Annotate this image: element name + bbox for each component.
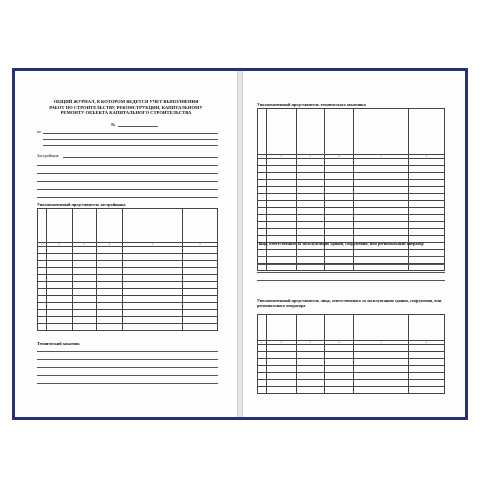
left-page — [15, 71, 237, 417]
col-number: 2 — [266, 341, 296, 345]
col-number: 1 — [258, 341, 267, 345]
authorized-operator-label: Уполномоченный представитель лица, ответственного за эксплуатацию здания, сооружения, или регионального оператора — [257, 298, 442, 308]
operator-rep-table — [257, 314, 445, 394]
col-number: 5 — [354, 341, 409, 345]
col-number: 6 — [409, 155, 445, 159]
col-number: 3 — [296, 341, 324, 345]
operator-label: Лицо, ответственное за эксплуатацию здания, сооружения, или региональный оператор — [257, 241, 424, 246]
col-number: 1 — [258, 155, 267, 159]
tech-rep-label: Уполномоченный представитель технического заказчика — [257, 102, 366, 107]
col-number: 3 — [296, 155, 324, 159]
col-number: 5 — [122, 243, 183, 247]
object-label: по — [37, 129, 42, 134]
col-number: 6 — [409, 341, 445, 345]
tech-rep-table — [257, 108, 445, 271]
right-page — [243, 71, 465, 417]
col-number: 3 — [72, 243, 96, 247]
col-number: 1 — [38, 243, 47, 247]
col-number: 4 — [324, 155, 354, 159]
col-number: 2 — [266, 155, 296, 159]
authorized-rep-table — [37, 208, 218, 331]
col-number: 2 — [46, 243, 72, 247]
col-number: 5 — [354, 155, 409, 159]
technical-customer-label: Технический заказчик — [37, 341, 80, 346]
col-number: 6 — [183, 243, 218, 247]
authorized-rep-label: Уполномоченный представитель застройщика — [37, 202, 126, 207]
col-number: 4 — [96, 243, 122, 247]
journal-number-label: № — [111, 122, 116, 127]
journal-title: ОБЩИЙ ЖУРНАЛ, В КОТОРОМ ВЕДЕТСЯ УЧЕТ ВЫПОЛНЕНИЯ РАБОТ ПО СТРОИТЕЛЬСТВУ, РЕКОНСТРУКЦИИ, КАПИТАЛЬНОМУ РЕМОНТУ ОБЪЕКТА КАПИТАЛЬНОГО СТРОИТЕЛЬСТВА — [49, 99, 203, 116]
zastroyshchik-label: Застройщик — [37, 153, 59, 158]
col-number: 4 — [324, 341, 354, 345]
